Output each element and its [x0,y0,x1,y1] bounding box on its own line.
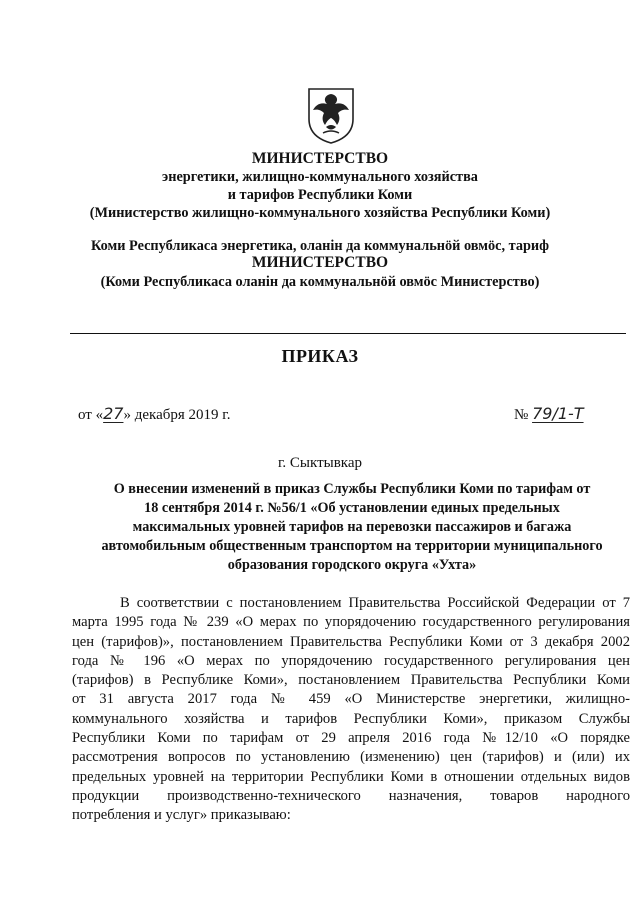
document-city: г. Сыктывкар [277,455,363,471]
body-line: продукции производственно-технического назначения, товаров народного [72,787,630,804]
body-line: коммунального хозяйства и тарифов Республики Коми», приказом Службы [72,710,630,727]
document-subject [72,480,632,575]
body-line: года № 196 «О мерах по упорядочению государственного регулирования цен [72,652,630,669]
body-line: В соответствии с постановлением Правительства Российской Федерации от 7 [120,595,630,611]
body-line: цен (тарифов)», постановлением Правительства Республики Коми от 3 декабря 2002 [72,633,630,650]
date-suffix: » декабря 2019 г. [123,407,231,423]
ministry-short-name-komi: (Коми Республикаса оланiн да коммунальнӧй овмӧс Министерство) [100,274,540,290]
subject-line: автомобильным общественным транспортом на территории муниципального [101,538,603,554]
number-prefix: № [514,407,529,423]
document-number [514,404,584,425]
number-value-handwritten: 79/1-Т [532,404,584,423]
subject-line: 18 сентября 2014 г. №56/1 «Об установлении единых предельных [144,500,560,516]
header-divider [70,333,626,334]
document-title: ПРИКАЗ [281,346,359,366]
document-date [78,404,230,425]
body-line: (тарифов) в Республике Коми», постановлением Правительства Республики Коми [72,672,630,689]
body-line: предельных уровней на территории Республики Коми в отношении отдельных видов [72,768,630,785]
ministry-short-name-ru: (Министерство жилищно-коммунального хозяйства Республики Коми) [89,205,551,221]
ministry-name-komi-line1: Коми Республикаса энергетика, оланiн да коммунальнӧй овмӧс, тариф [90,238,550,254]
body-line: от 31 августа 2017 года № 459 «О Министерстве энергетики, жилищно- [72,691,630,708]
body-line: Республики Коми по тарифам от 29 апреля 2016 года №12/10 «О порядке [72,730,630,747]
subject-line: максимальных уровней тарифов на перевозки пассажиров и багажа [132,519,572,535]
ministry-name-ru-line3: и тарифов Республики Коми [227,187,413,203]
body-line: марта 1995 года № 239 «О мерах по упорядочению государственного регулирования [72,614,630,631]
subject-line: образования городского округа «Ухта» [227,557,477,573]
subject-line: О внесении изменений в приказ Службы Республики Коми по тарифам от [113,481,591,497]
body-line: рассмотрения вопросов по установлению (изменению) цен (тарифов) и (или) их [72,749,630,766]
coat-of-arms-emblem [305,85,357,145]
ministry-title-ru: МИНИСТЕРСТВО [251,150,389,167]
ministry-name-ru-line2: энергетики, жилищно-коммунального хозяйства [162,169,478,185]
ministry-title-komi: МИНИСТЕРСТВО [251,254,389,271]
body-line: потребления и услуг» приказываю: [72,807,291,824]
date-day-handwritten: 27 [103,404,124,423]
date-prefix: от « [78,407,104,423]
document-body [72,594,630,826]
